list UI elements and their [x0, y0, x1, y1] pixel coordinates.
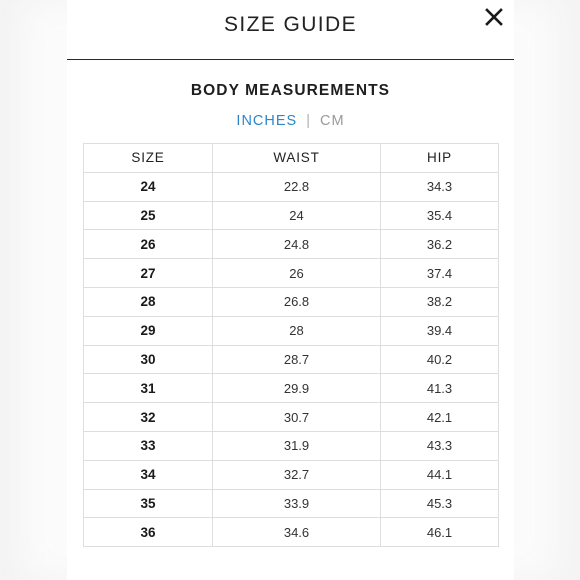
- size-cell: 26: [84, 230, 213, 259]
- table-row: [84, 259, 499, 288]
- size-cell: 33: [84, 431, 213, 460]
- hip-cell: 41.3: [381, 374, 499, 403]
- hip-cell: 42.1: [381, 403, 499, 432]
- table-header-row: [84, 144, 499, 173]
- hip-cell: 46.1: [381, 518, 499, 547]
- hip-cell: 40.2: [381, 345, 499, 374]
- table-row: [84, 172, 499, 201]
- waist-cell: 30.7: [213, 403, 381, 432]
- size-cell: 27: [84, 259, 213, 288]
- size-cell: 34: [84, 460, 213, 489]
- size-cell: 28: [84, 287, 213, 316]
- waist-cell: 22.8: [213, 172, 381, 201]
- table-row: [84, 489, 499, 518]
- dialog-title: SIZE GUIDE: [223, 13, 358, 36]
- waist-cell: 34.6: [213, 518, 381, 547]
- size-guide-dialog: [67, 0, 514, 580]
- unit-cm-tab[interactable]: CM: [320, 113, 345, 129]
- column-header-hip: HIP: [381, 144, 499, 173]
- table-row: [84, 345, 499, 374]
- waist-cell: 24.8: [213, 230, 381, 259]
- table-row: [84, 374, 499, 403]
- hip-cell: 44.1: [381, 460, 499, 489]
- table-row: [84, 518, 499, 547]
- column-header-waist: WAIST: [213, 144, 381, 173]
- waist-cell: 28: [213, 316, 381, 345]
- size-cell: 25: [84, 201, 213, 230]
- hip-cell: 36.2: [381, 230, 499, 259]
- hip-cell: 39.4: [381, 316, 499, 345]
- table-row: [84, 460, 499, 489]
- waist-cell: 33.9: [213, 489, 381, 518]
- size-cell: 24: [84, 172, 213, 201]
- size-cell: 36: [84, 518, 213, 547]
- size-cell: 31: [84, 374, 213, 403]
- hip-cell: 38.2: [381, 287, 499, 316]
- hip-cell: 45.3: [381, 489, 499, 518]
- table-row: [84, 431, 499, 460]
- table-row: [84, 403, 499, 432]
- column-header-size: SIZE: [84, 144, 213, 173]
- table-body: [84, 172, 499, 546]
- section-title: BODY MEASUREMENTS: [190, 82, 391, 99]
- hip-cell: 43.3: [381, 431, 499, 460]
- size-cell: 35: [84, 489, 213, 518]
- unit-inches-tab[interactable]: INCHES: [236, 113, 298, 129]
- hip-cell: 35.4: [381, 201, 499, 230]
- waist-cell: 31.9: [213, 431, 381, 460]
- table-row: [84, 230, 499, 259]
- close-icon[interactable]: [481, 4, 507, 30]
- table-row: [84, 287, 499, 316]
- size-cell: 29: [84, 316, 213, 345]
- unit-toggle: [67, 113, 514, 129]
- waist-cell: 32.7: [213, 460, 381, 489]
- waist-cell: 28.7: [213, 345, 381, 374]
- waist-cell: 24: [213, 201, 381, 230]
- size-cell: 32: [84, 403, 213, 432]
- table-row: [84, 316, 499, 345]
- waist-cell: 26.8: [213, 287, 381, 316]
- hip-cell: 37.4: [381, 259, 499, 288]
- size-cell: 30: [84, 345, 213, 374]
- waist-cell: 29.9: [213, 374, 381, 403]
- hip-cell: 34.3: [381, 172, 499, 201]
- measurements-table: [83, 143, 499, 547]
- table-row: [84, 201, 499, 230]
- waist-cell: 26: [213, 259, 381, 288]
- unit-separator: |: [306, 113, 311, 129]
- dialog-header: [67, 0, 514, 60]
